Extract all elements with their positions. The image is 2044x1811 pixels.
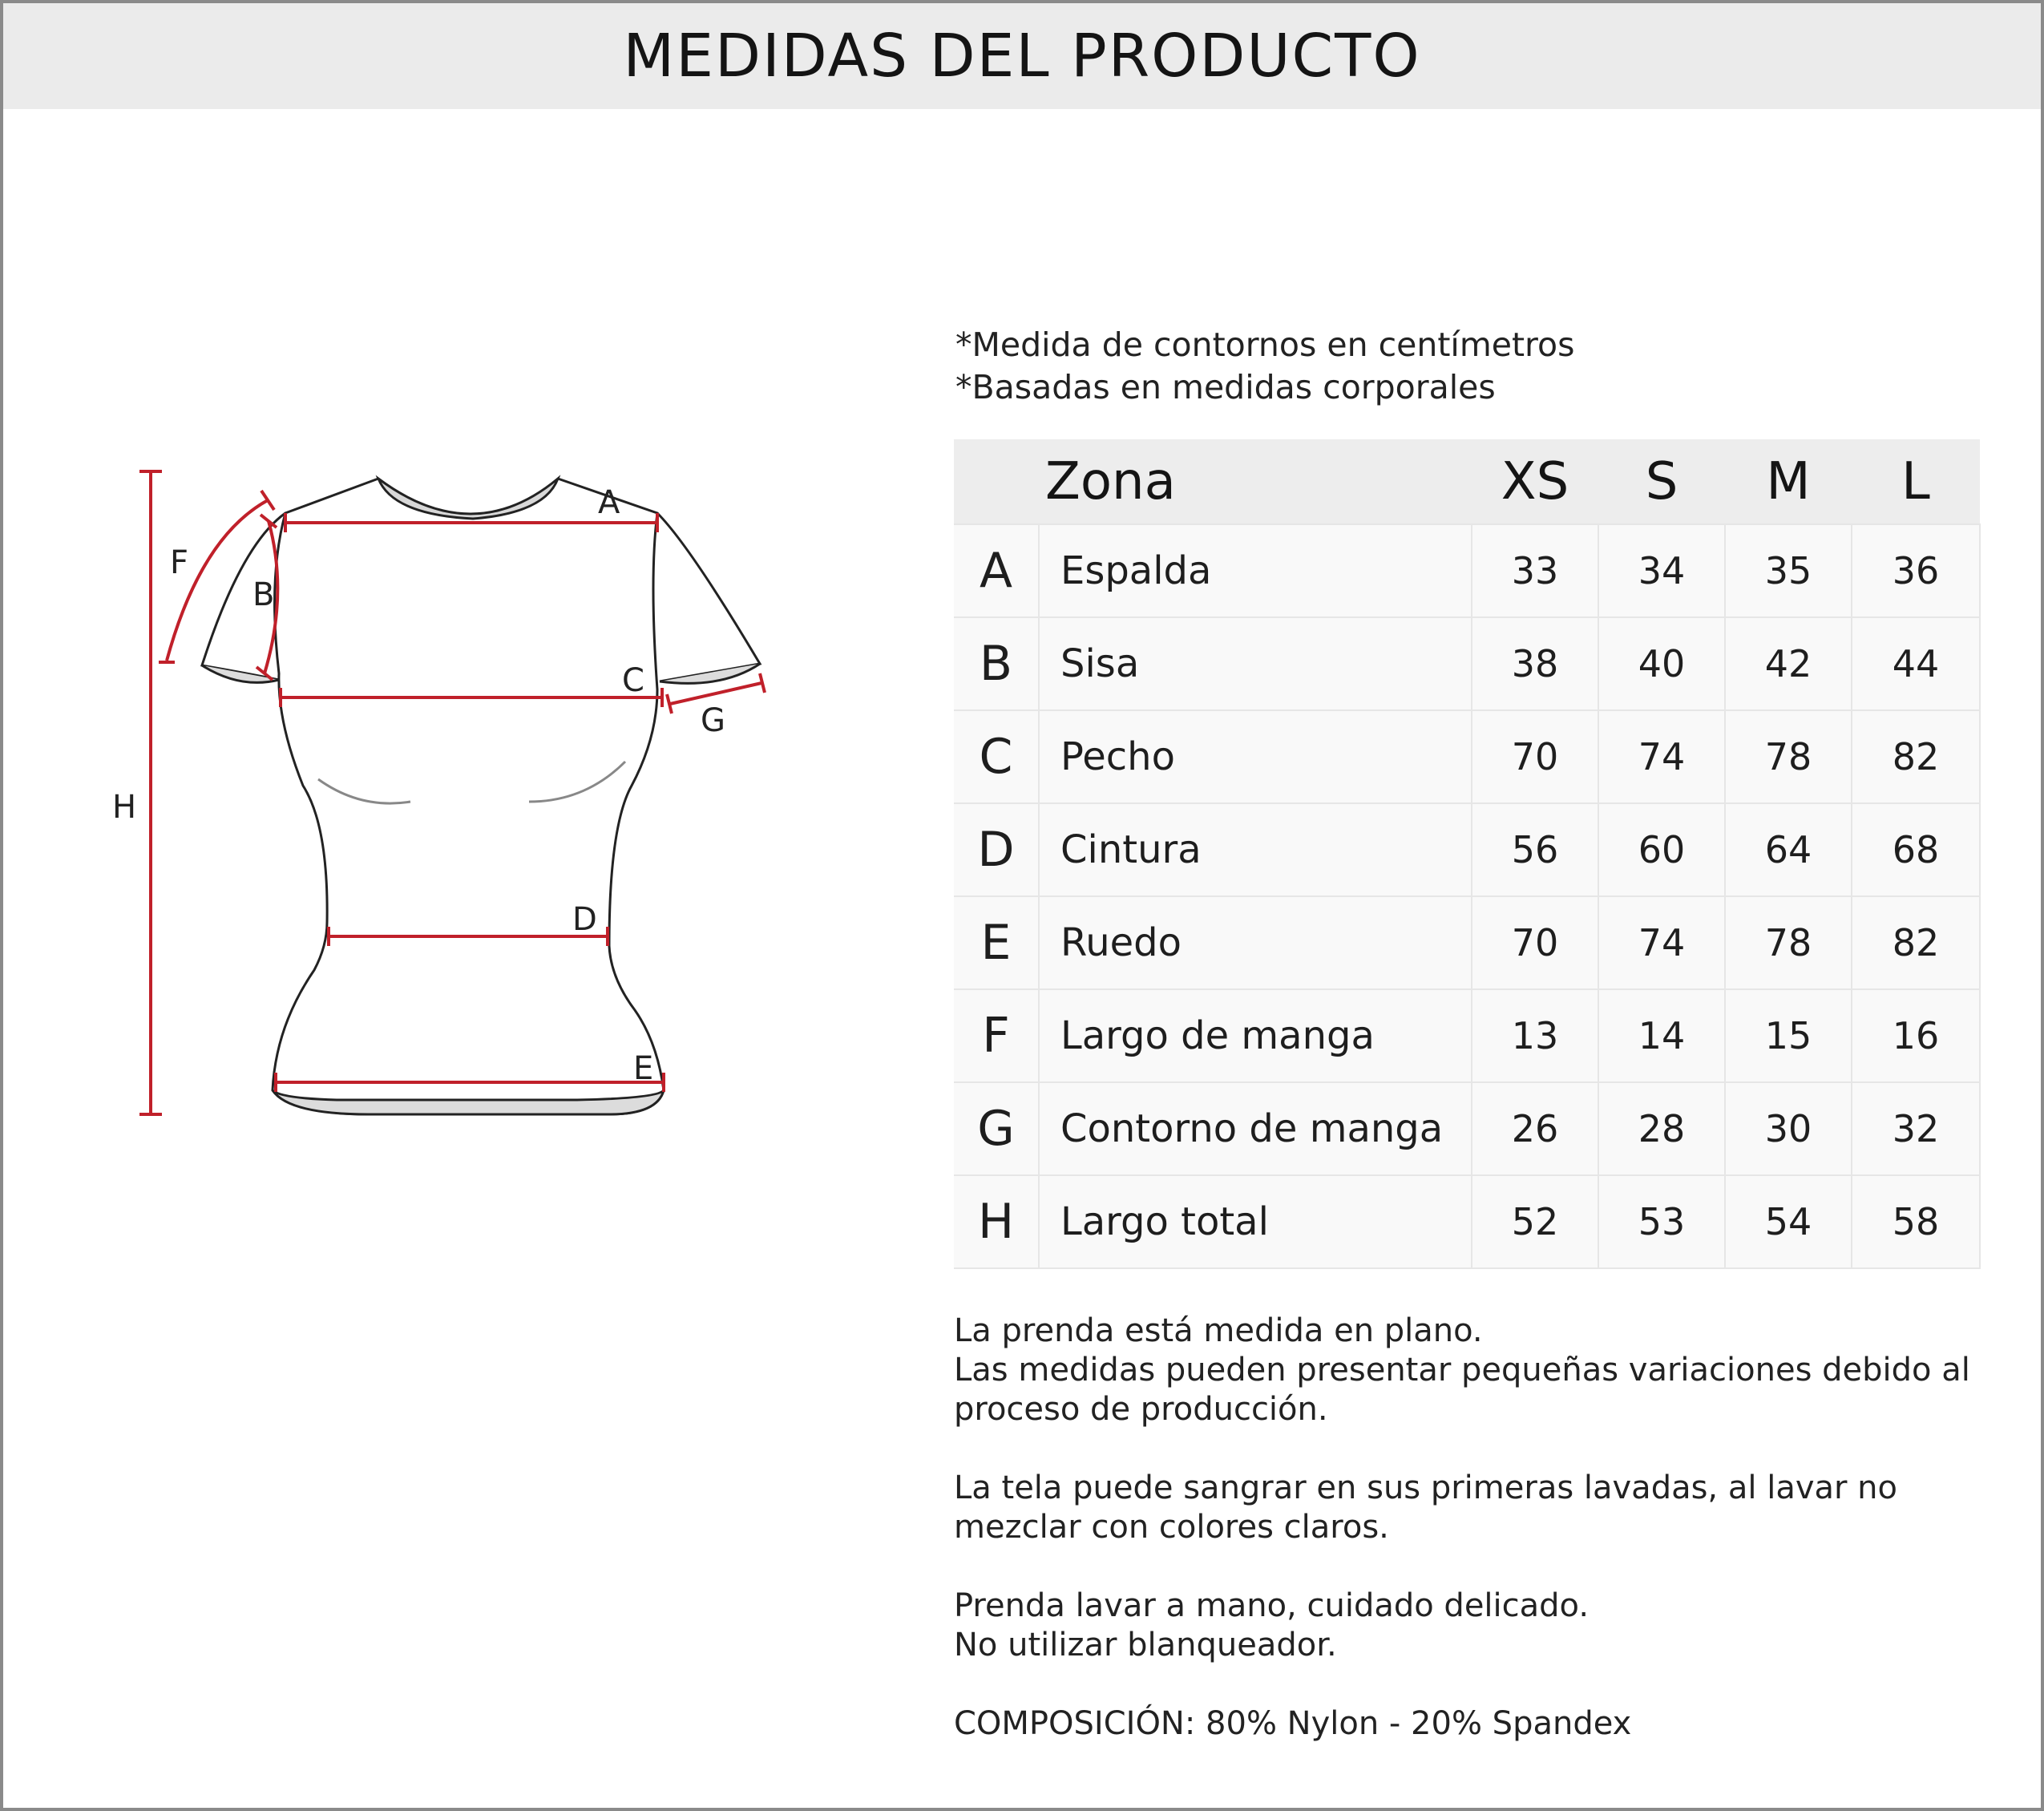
label-g: G: [701, 702, 725, 739]
hem: [273, 1090, 664, 1114]
composition: COMPOSICIÓN: 80% Nylon - 20% Spandex: [954, 1705, 1632, 1742]
row-value: 33: [1472, 524, 1598, 617]
row-letter: A: [954, 524, 1039, 617]
header-size-m: M: [1725, 439, 1852, 524]
row-letter: F: [954, 989, 1039, 1082]
care-line-2: No utilizar blanqueador.: [954, 1627, 1337, 1663]
label-e: E: [633, 1050, 654, 1087]
row-value: 60: [1598, 803, 1725, 896]
row-value: 44: [1852, 617, 1980, 710]
row-value: 78: [1725, 710, 1852, 803]
flat-line-1: La prenda está medida en plano.: [954, 1312, 1483, 1349]
table-row: [954, 1175, 1980, 1268]
header-zona: Zona: [954, 439, 1472, 524]
row-value: 70: [1472, 710, 1598, 803]
flat-line-2: Las medidas pueden presentar pequeñas variaciones debido al: [954, 1352, 1970, 1389]
label-c: C: [622, 662, 644, 699]
page-title: MEDIDAS DEL PRODUCTO: [623, 22, 1421, 91]
row-value: 34: [1598, 524, 1725, 617]
bleed-note: [954, 1469, 1996, 1547]
row-value: 30: [1725, 1082, 1852, 1175]
row-letter: C: [954, 710, 1039, 803]
table-row: [954, 524, 1980, 617]
flat-line-3: proceso de producción.: [954, 1391, 1328, 1428]
table-row: [954, 710, 1980, 803]
row-zone: Pecho: [1039, 710, 1472, 803]
garment-diagram: [96, 449, 866, 1138]
row-zone: Sisa: [1039, 617, 1472, 710]
row-value: 40: [1598, 617, 1725, 710]
row-zone: Espalda: [1039, 524, 1472, 617]
row-value: 82: [1852, 710, 1980, 803]
measurement-notes: [955, 324, 1574, 409]
row-letter: D: [954, 803, 1039, 896]
row-value: 56: [1472, 803, 1598, 896]
row-value: 38: [1472, 617, 1598, 710]
row-zone: Ruedo: [1039, 896, 1472, 989]
bust-left: [318, 779, 410, 803]
row-value: 78: [1725, 896, 1852, 989]
table-row: [954, 803, 1980, 896]
row-value: 13: [1472, 989, 1598, 1082]
care-notes: [954, 1312, 1996, 1744]
header-size-xs: XS: [1472, 439, 1598, 524]
row-zone: Largo total: [1039, 1175, 1472, 1268]
wash-note: [954, 1587, 1996, 1665]
row-zone: Contorno de manga: [1039, 1082, 1472, 1175]
row-value: 15: [1725, 989, 1852, 1082]
label-h: H: [112, 789, 137, 826]
neckline: [378, 479, 558, 519]
label-a: A: [598, 484, 620, 521]
row-value: 32: [1852, 1082, 1980, 1175]
title-bar: [3, 3, 2041, 109]
right-sleeve-hem: [660, 664, 760, 683]
row-value: 28: [1598, 1082, 1725, 1175]
table-row: [954, 989, 1980, 1082]
flat-measure-note: [954, 1312, 1996, 1429]
row-value: 26: [1472, 1082, 1598, 1175]
row-value: 64: [1725, 803, 1852, 896]
row-value: 74: [1598, 896, 1725, 989]
shirt-outline: [273, 479, 664, 1114]
label-d: D: [572, 901, 597, 938]
row-value: 70: [1472, 896, 1598, 989]
row-letter: G: [954, 1082, 1039, 1175]
row-value: 14: [1598, 989, 1725, 1082]
row-letter: E: [954, 896, 1039, 989]
row-value: 16: [1852, 989, 1980, 1082]
note-contours: *Medida de contornos en centímetros: [955, 325, 1575, 364]
row-value: 36: [1852, 524, 1980, 617]
bleed-line-2: mezclar con colores claros.: [954, 1509, 1389, 1546]
size-table: [954, 439, 1981, 1269]
bust-right: [529, 762, 625, 802]
row-value: 54: [1725, 1175, 1852, 1268]
row-zone: Largo de manga: [1039, 989, 1472, 1082]
row-value: 58: [1852, 1175, 1980, 1268]
label-b: B: [252, 576, 275, 613]
table-row: [954, 896, 1980, 989]
row-value: 82: [1852, 896, 1980, 989]
row-value: 52: [1472, 1175, 1598, 1268]
table-header-row: [954, 439, 1980, 524]
row-value: 74: [1598, 710, 1725, 803]
header-size-s: S: [1598, 439, 1725, 524]
row-value: 35: [1725, 524, 1852, 617]
row-value: 68: [1852, 803, 1980, 896]
care-line-1: Prenda lavar a mano, cuidado delicado.: [954, 1587, 1590, 1624]
label-f: F: [170, 544, 189, 581]
table-row: [954, 1082, 1980, 1175]
table-row: [954, 617, 1980, 710]
bleed-line-1: La tela puede sangrar en sus primeras lavadas, al lavar no: [954, 1469, 1897, 1506]
row-letter: B: [954, 617, 1039, 710]
note-body-based: *Basadas en medidas corporales: [955, 368, 1496, 406]
row-zone: Cintura: [1039, 803, 1472, 896]
right-sleeve: [657, 513, 760, 681]
row-value: 42: [1725, 617, 1852, 710]
row-letter: H: [954, 1175, 1039, 1268]
row-value: 53: [1598, 1175, 1725, 1268]
header-size-l: L: [1852, 439, 1980, 524]
